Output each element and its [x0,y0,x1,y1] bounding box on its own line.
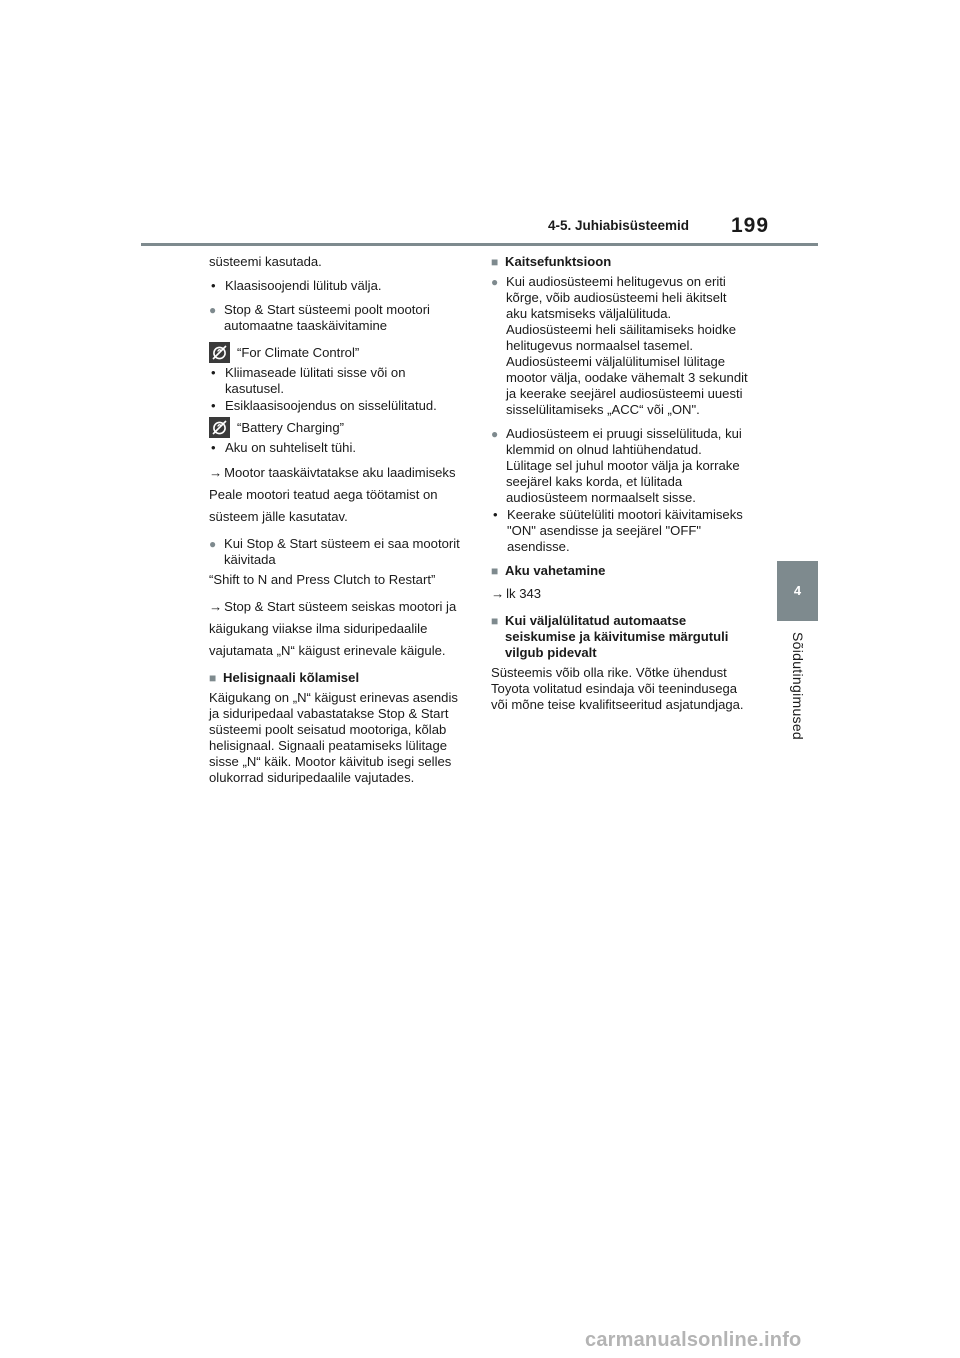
section-heading: ■ Aku vahetamine [491,563,606,578]
header-rule [141,243,818,246]
chapter-label: Sõidutingimused [790,632,806,741]
page-number: 199 [731,214,770,237]
chapter-tab: 4 [777,561,818,621]
message-line [209,417,467,438]
bullet-item: • Kliimaseade lülitati sisse või on kasutusel. [211,365,406,396]
point-item: ● Kui audiosüsteemi helitugevus on eriti kõrge, võib audiosüsteemi heli äkitselt aku katsmiseks väljalülituda. Audiosüsteemi heli säilitamiseks hoidke helitugevus normaalsel tasemel. Audiosüsteemi väljalülitumisel lülitage mootor välja, oodake vähemalt 3 sekundit ja keerake seejärel audiosüsteemi uuesti sisselülitamiseks „ACC“ või „ON". [491,274,748,417]
intro-text: süsteemi kasutada. [209,254,322,269]
climate-message: “For Climate Control” [237,344,360,360]
watermark: carmanualsonline.info [585,1329,802,1351]
right-column [491,254,749,721]
reference-text: → Stop & Start süsteem seiskas mootori ja käigukang viiakse ilma siduripedaalile vajutamata „N“ käigust erinevale käigule. [209,599,457,658]
section-heading: ■ Helisignaali kõlamisel [209,670,360,685]
shift-message: “Shift to N and Press Clutch to Restart” [209,572,436,587]
section-heading: ■ Kui väljalülitatud automaatse seiskumise ja käivitumise märgutuli vilgub pidevalt [491,613,729,660]
message-line [209,342,467,363]
section-title: 4-5. Juhiabisüsteemid [548,218,690,233]
arrow-icon: → [209,465,223,480]
arrow-icon: → [491,586,505,601]
left-column [209,254,467,794]
arrow-icon: → [209,599,223,614]
bullet-item: • Aku on suhteliselt tühi. [211,440,357,455]
bullet-item: • Keerake süütelüliti mootori käivitamiseks "ON" asendisse ja seejärel "OFF" asendisse. [493,507,743,554]
paragraph: Käigukang on „N“ käigust erinevas asendis ja siduripedaal vabastatakse Stop & Start süsteemi poolt seisatud mootoriga, kõlab helisignaal. Signaali peatamiseks lülitage sisse „N“ käik. Mootor käivitub isegi selles olukorrad siduripedaalile vajutades. [209,690,458,785]
stop-start-indicator-icon [209,417,230,438]
page-reference: → lk 343 [491,586,542,601]
battery-message: “Battery Charging” [237,419,344,435]
section-heading: ■ Kaitsefunktsioon [491,254,612,269]
bullet-mark: • [211,278,216,293]
heading-mark: ■ [209,671,217,685]
bullet-item: • Esiklaasisoojendus on sisselülitatud. [211,398,437,413]
reference-text: → Mootor taaskäivtatakse aku laadimiseks Peale mootori teatud aega töötamist on süsteem jälle kasutatav. [209,465,456,524]
stop-start-indicator-icon [209,342,230,363]
bullet-item: • Klaasisoojendi lülitub välja. [211,278,382,293]
point-item: ● Kui Stop & Start süsteem ei saa mootorit käivitada [209,536,460,567]
point-item: ● Stop & Start süsteemi poolt mootori automaatne taaskäivitamine [209,302,430,333]
point-mark: ● [209,303,217,317]
paragraph: Süsteemis võib olla rike. Võtke ühendust Toyota volitatud esindaja või teenindusega või mõne teise kvalifitseeritud asjatundjaga. [491,665,744,712]
point-item: ● Audiosüsteem ei pruugi sisselülituda, kui klemmid on olnud lahtiühendatud. Lülitage sel juhul mootor välja ja korrake seejärel kaks korda, et lülitada audiosüsteem normaalselt sisse. [491,426,742,505]
